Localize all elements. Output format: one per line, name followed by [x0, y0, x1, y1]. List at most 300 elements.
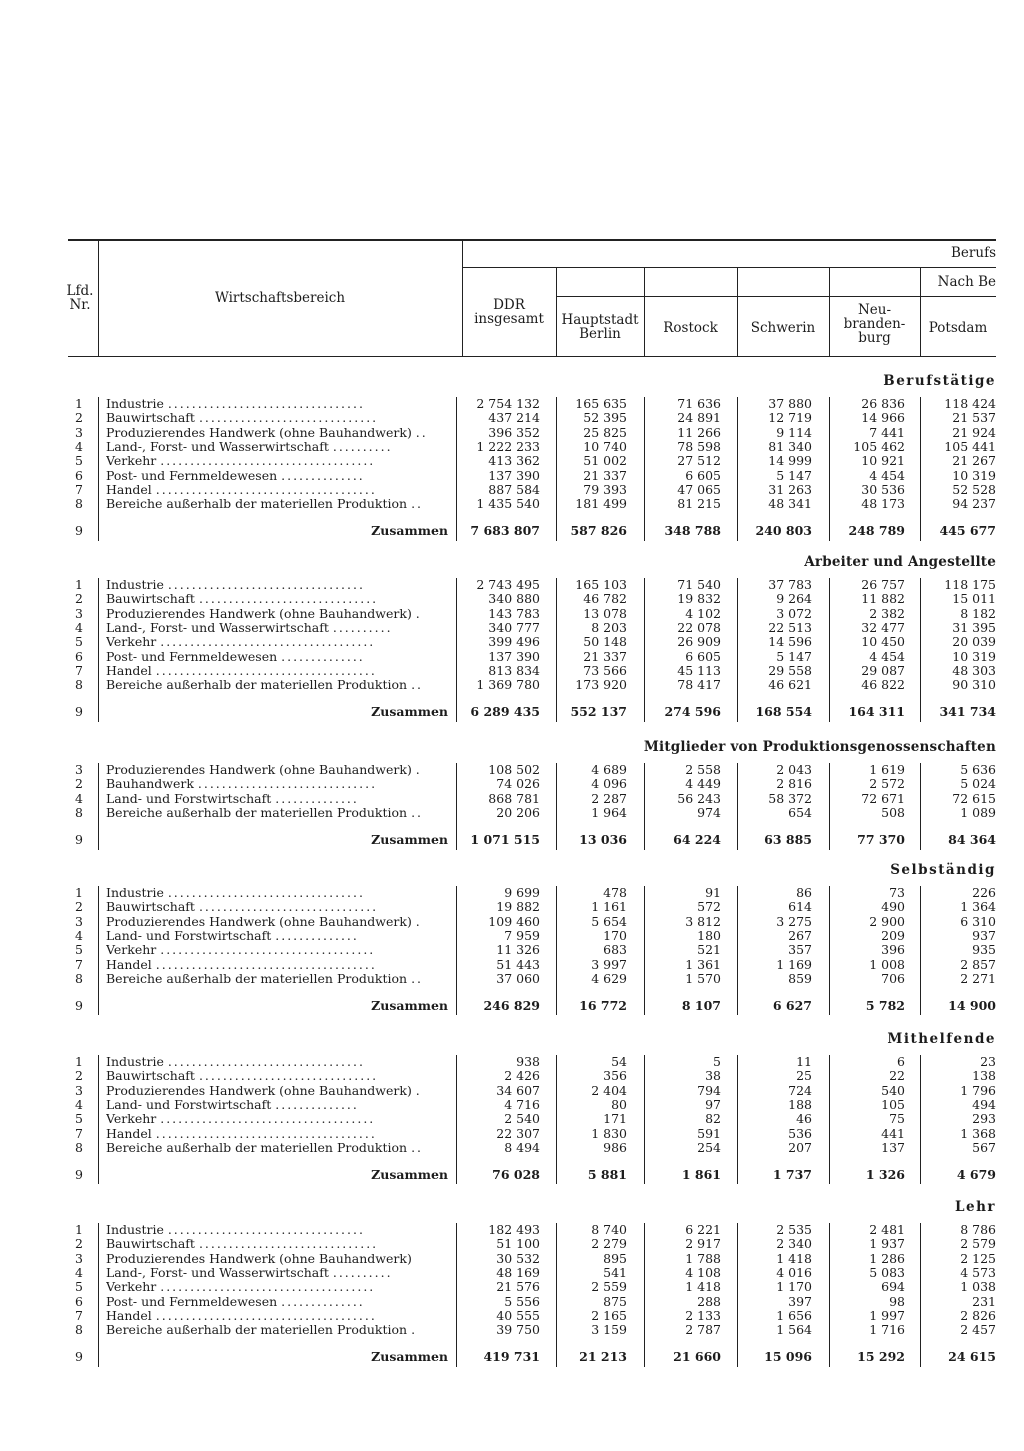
- value-cell: 935: [972, 942, 996, 958]
- row-number: 3: [75, 605, 83, 621]
- total-value-cell: 15 096: [764, 1349, 812, 1365]
- value-cell: 1 361: [685, 956, 721, 972]
- value-cell: 895: [603, 1250, 627, 1266]
- row-label: [106, 1252, 448, 1266]
- leader-dots: ..............: [281, 1294, 365, 1309]
- leader-dots: ..............................: [197, 777, 378, 792]
- value-cell: 5 024: [960, 776, 996, 792]
- leader-dots: ..........: [332, 620, 393, 635]
- value-cell: 32 477: [861, 619, 905, 635]
- row-label: [106, 1295, 448, 1309]
- value-cell: 813 834: [488, 662, 540, 678]
- value-cell: 10 740: [583, 438, 627, 454]
- section-vline-ddr: [456, 886, 457, 1015]
- value-cell: 2 287: [591, 790, 627, 806]
- row-label: [106, 635, 448, 649]
- value-cell: 137: [881, 1139, 905, 1155]
- row-label: [106, 483, 448, 497]
- section-vline-col-3: [829, 1223, 830, 1367]
- leader-dots: .: [415, 914, 422, 929]
- total-row-number: 9: [75, 704, 83, 720]
- value-cell: 118 175: [944, 577, 996, 592]
- value-cell: 182 493: [488, 1222, 540, 1237]
- total-value-cell: 77 370: [857, 832, 905, 848]
- value-cell: 357: [788, 942, 812, 958]
- total-value-cell: 1 861: [681, 1167, 721, 1183]
- header-vline-nr: [98, 239, 99, 356]
- value-cell: 10 319: [952, 467, 996, 483]
- leader-dots: ..............................: [198, 900, 379, 915]
- leader-dots: .................................: [167, 1055, 365, 1069]
- row-number: 7: [75, 1307, 83, 1323]
- value-cell: 137 390: [488, 648, 540, 664]
- value-cell: 52 395: [583, 410, 627, 426]
- leader-dots: .................................: [167, 397, 365, 411]
- value-cell: 48 341: [768, 496, 812, 512]
- value-cell: 1 997: [869, 1307, 905, 1323]
- leader-dots: ..........: [332, 439, 393, 454]
- value-cell: 4 096: [591, 776, 627, 792]
- value-cell: 5 147: [776, 467, 812, 483]
- row-label: [106, 454, 448, 468]
- row-label: [106, 426, 448, 440]
- row-number: 4: [75, 619, 83, 635]
- value-cell: 20 206: [496, 804, 540, 820]
- value-cell: 5 654: [591, 913, 627, 929]
- value-cell: 1 089: [960, 804, 996, 820]
- section-vline-col-1: [644, 1223, 645, 1367]
- section-vline-col-4: [920, 886, 921, 1015]
- value-cell: 2 754 132: [476, 396, 540, 411]
- row-label: [106, 792, 448, 806]
- value-cell: 3 812: [685, 913, 721, 929]
- row-label: [106, 650, 448, 664]
- value-cell: 21 337: [583, 467, 627, 483]
- row-label: [106, 592, 448, 606]
- value-cell: 34 607: [496, 1082, 540, 1098]
- row-label: [106, 497, 448, 511]
- section-title: Arbeiter und Angestellte: [804, 554, 996, 570]
- row-number: 4: [75, 927, 83, 943]
- row-label: [106, 1069, 448, 1083]
- row-label-text: Verkehr: [106, 454, 161, 469]
- value-cell: 1 830: [591, 1125, 627, 1141]
- value-cell: 4 716: [504, 1096, 540, 1112]
- section-vline-col-0: [556, 578, 557, 722]
- row-number: 2: [75, 1236, 83, 1252]
- row-label: [106, 1084, 448, 1098]
- value-cell: 3 072: [776, 605, 812, 621]
- leader-dots: .: [415, 763, 422, 777]
- header-berufs-rule: [462, 267, 996, 268]
- value-cell: 706: [881, 970, 905, 986]
- total-value-cell: 552 137: [570, 704, 627, 720]
- header-lfd-nr: Lfd. Nr.: [66, 283, 94, 313]
- row-label-text: Produzierendes Handwerk (ohne Bauhandwerk): [106, 425, 416, 440]
- value-cell: 490: [881, 899, 905, 915]
- value-cell: 4 108: [685, 1264, 721, 1280]
- value-cell: 15 011: [952, 591, 996, 607]
- value-cell: 724: [788, 1082, 812, 1098]
- value-cell: 105 462: [853, 438, 905, 454]
- total-value-cell: 1 071 515: [470, 832, 540, 848]
- row-number: 1: [75, 396, 83, 411]
- value-cell: 143 783: [488, 605, 540, 621]
- total-value-cell: 21 213: [579, 1349, 627, 1365]
- row-number: 2: [75, 410, 83, 426]
- row-label-text: Verkehr: [106, 1280, 161, 1295]
- total-value-cell: 240 803: [755, 523, 812, 539]
- leader-dots: ....................................: [160, 454, 376, 469]
- value-cell: 572: [697, 899, 721, 915]
- leader-dots: .................................: [167, 886, 365, 900]
- value-cell: 4 016: [776, 1264, 812, 1280]
- row-label-text: Post- und Fernmeldewesen: [106, 1294, 282, 1309]
- row-label: [106, 915, 448, 929]
- total-value-cell: 13 036: [579, 832, 627, 848]
- row-number: 5: [75, 453, 83, 469]
- value-cell: 26 909: [677, 634, 721, 650]
- row-label-text: Handel: [106, 482, 156, 497]
- row-label: [106, 1237, 448, 1251]
- value-cell: 293: [972, 1111, 996, 1127]
- value-cell: 11 266: [677, 424, 721, 440]
- row-label-text: Industrie: [106, 1223, 168, 1237]
- header-vline-col-1: [644, 268, 645, 356]
- row-label-text: Verkehr: [106, 1112, 161, 1127]
- value-cell: 37 060: [496, 970, 540, 986]
- row-label: [106, 469, 448, 483]
- value-cell: 173 920: [575, 677, 627, 693]
- leader-dots: ....................................: [160, 1280, 376, 1295]
- row-label-text: Bereiche außerhalb der materiellen Produktion: [106, 971, 412, 986]
- value-cell: 2 382: [869, 605, 905, 621]
- section-vline-col-4: [920, 397, 921, 541]
- value-cell: 3 997: [591, 956, 627, 972]
- leader-dots: .................................: [167, 1223, 365, 1237]
- total-value-cell: 15 292: [857, 1349, 905, 1365]
- value-cell: 73: [889, 885, 905, 900]
- row-number: 1: [75, 1222, 83, 1237]
- row-label-text: Produzierendes Handwerk (ohne Bauhandwerk): [106, 1083, 416, 1098]
- value-cell: 413 362: [488, 453, 540, 469]
- value-cell: 75: [889, 1111, 905, 1127]
- leader-dots: ..............: [281, 649, 365, 664]
- leader-dots: .: [415, 606, 422, 621]
- value-cell: 2 579: [960, 1236, 996, 1252]
- value-cell: 887 584: [488, 481, 540, 497]
- value-cell: 165 635: [575, 396, 627, 411]
- row-label-text: Produzierendes Handwerk (ohne Bauhandwerk): [106, 606, 416, 621]
- value-cell: 683: [603, 942, 627, 958]
- value-cell: 5 083: [869, 1264, 905, 1280]
- section-vline-ddr: [456, 1223, 457, 1367]
- value-cell: 4 629: [591, 970, 627, 986]
- value-cell: 6 310: [960, 913, 996, 929]
- total-value-cell: 419 731: [483, 1349, 540, 1365]
- value-cell: 4 573: [960, 1264, 996, 1280]
- leader-dots: ..............................: [198, 1069, 379, 1084]
- value-cell: 1 369 780: [476, 677, 540, 693]
- total-row-label: Zusammen: [371, 1350, 448, 1365]
- row-label-text: Bauwirtschaft: [106, 900, 199, 915]
- header-col-5: Potsdam: [928, 320, 988, 336]
- value-cell: 73 566: [583, 662, 627, 678]
- value-cell: 25 825: [583, 424, 627, 440]
- row-number: 6: [75, 648, 83, 664]
- value-cell: 5 147: [776, 648, 812, 664]
- total-value-cell: 341 734: [939, 704, 996, 720]
- row-label: [106, 607, 448, 621]
- value-cell: 2 857: [960, 956, 996, 972]
- value-cell: 71 540: [677, 577, 721, 592]
- total-value-cell: 168 554: [755, 704, 812, 720]
- value-cell: 2 043: [776, 762, 812, 777]
- value-cell: 2 457: [960, 1322, 996, 1338]
- value-cell: 78 598: [677, 438, 721, 454]
- header-col-0: DDR insgesamt: [474, 297, 544, 327]
- section-vline-col-3: [829, 763, 830, 850]
- row-number: 5: [75, 942, 83, 958]
- section-title: Selbständig: [890, 862, 996, 878]
- value-cell: 478: [603, 885, 627, 900]
- row-label-text: Industrie: [106, 886, 168, 900]
- row-number: 2: [75, 899, 83, 915]
- value-cell: 8 182: [960, 605, 996, 621]
- value-cell: 90 310: [952, 677, 996, 693]
- section-vline-col-2: [737, 1055, 738, 1184]
- leader-dots: ..........: [332, 1265, 393, 1280]
- row-label: [106, 1309, 448, 1323]
- value-cell: 1 788: [685, 1250, 721, 1266]
- value-cell: 654: [788, 804, 812, 820]
- leader-dots: .................................: [167, 578, 365, 592]
- value-cell: 14 999: [768, 453, 812, 469]
- value-cell: 22 307: [496, 1125, 540, 1141]
- row-label-text: Post- und Fernmeldewesen: [106, 468, 282, 483]
- row-label: [106, 958, 448, 972]
- row-number: 3: [75, 424, 83, 440]
- total-value-cell: 1 737: [772, 1167, 812, 1183]
- value-cell: 20 039: [952, 634, 996, 650]
- row-label-text: Bauwirtschaft: [106, 411, 199, 426]
- value-cell: 97: [705, 1096, 721, 1112]
- value-cell: 48 303: [952, 662, 996, 678]
- value-cell: 536: [788, 1125, 812, 1141]
- value-cell: 2 540: [504, 1111, 540, 1127]
- value-cell: 397: [788, 1293, 812, 1309]
- total-row-label: Zusammen: [371, 524, 448, 539]
- value-cell: 399 496: [488, 634, 540, 650]
- total-row-number: 9: [75, 523, 83, 539]
- value-cell: 396: [881, 942, 905, 958]
- value-cell: 2 279: [591, 1236, 627, 1252]
- value-cell: 6 605: [685, 648, 721, 664]
- value-cell: 2 572: [869, 776, 905, 792]
- value-cell: 591: [697, 1125, 721, 1141]
- section-vline-col-4: [920, 578, 921, 722]
- row-label-text: Produzierendes Handwerk (ohne Bauhandwerk): [106, 914, 416, 929]
- value-cell: 974: [697, 804, 721, 820]
- row-number: 8: [75, 1139, 83, 1155]
- value-cell: 29 087: [861, 662, 905, 678]
- value-cell: 4 689: [591, 762, 627, 777]
- total-value-cell: 274 596: [664, 704, 721, 720]
- leader-dots: ....................................: [160, 635, 376, 650]
- value-cell: 46 621: [768, 677, 812, 693]
- value-cell: 22 078: [677, 619, 721, 635]
- value-cell: 254: [697, 1139, 721, 1155]
- value-cell: 1 964: [591, 804, 627, 820]
- row-label: [106, 763, 448, 777]
- value-cell: 4 449: [685, 776, 721, 792]
- value-cell: 79 393: [583, 481, 627, 497]
- row-number: 4: [75, 1264, 83, 1280]
- row-label-text: Verkehr: [106, 943, 161, 958]
- row-number: 4: [75, 1096, 83, 1112]
- value-cell: 356: [603, 1068, 627, 1084]
- section-vline-col-0: [556, 1055, 557, 1184]
- row-label: [106, 1098, 448, 1112]
- value-cell: 48 169: [496, 1264, 540, 1280]
- value-cell: 540: [881, 1082, 905, 1098]
- row-label: [106, 1127, 448, 1141]
- row-label: [106, 943, 448, 957]
- value-cell: 181 499: [575, 496, 627, 512]
- value-cell: 1 364: [960, 899, 996, 915]
- value-cell: 5 556: [504, 1293, 540, 1309]
- value-cell: 494: [972, 1096, 996, 1112]
- value-cell: 1 716: [869, 1322, 905, 1338]
- section-vline-col-3: [829, 578, 830, 722]
- row-number: 1: [75, 1054, 83, 1069]
- total-row-number: 9: [75, 1167, 83, 1183]
- row-number: 4: [75, 438, 83, 454]
- value-cell: 1 368: [960, 1125, 996, 1141]
- total-value-cell: 24 615: [948, 1349, 996, 1365]
- row-label: [106, 440, 448, 454]
- value-cell: 2 165: [591, 1307, 627, 1323]
- value-cell: 26 836: [861, 396, 905, 411]
- total-value-cell: 6 289 435: [470, 704, 540, 720]
- row-number: 2: [75, 591, 83, 607]
- leader-dots: ....................................: [160, 943, 376, 958]
- section-vline-col-1: [644, 397, 645, 541]
- value-cell: 441: [881, 1125, 905, 1141]
- value-cell: 9 114: [776, 424, 812, 440]
- section-vline-nr: [98, 763, 99, 850]
- total-row-label: Zusammen: [371, 1168, 448, 1183]
- row-label-text: Industrie: [106, 397, 168, 411]
- total-value-cell: 84 364: [948, 832, 996, 848]
- section-title: Mitglieder von Produktionsgenossenschaften: [643, 739, 996, 755]
- value-cell: 39 750: [496, 1322, 540, 1338]
- value-cell: 74 026: [496, 776, 540, 792]
- row-label-text: Bereiche außerhalb der materiellen Produktion: [106, 1140, 412, 1155]
- value-cell: 108 502: [488, 762, 540, 777]
- section-vline-ddr: [456, 763, 457, 850]
- value-cell: 138: [972, 1068, 996, 1084]
- row-label: [106, 411, 448, 425]
- value-cell: 8 203: [591, 619, 627, 635]
- value-cell: 109 460: [488, 913, 540, 929]
- total-value-cell: 246 829: [483, 998, 540, 1014]
- value-cell: 2 826: [960, 1307, 996, 1323]
- row-label: [106, 664, 448, 678]
- value-cell: 868 781: [488, 790, 540, 806]
- total-value-cell: 248 789: [848, 523, 905, 539]
- row-number: 3: [75, 1250, 83, 1266]
- row-label-text: Land- und Forstwirtschaft: [106, 928, 276, 943]
- row-label-text: Verkehr: [106, 635, 161, 650]
- row-label-text: Post- und Fernmeldewesen: [106, 649, 282, 664]
- row-label-text: Land-, Forst- und Wasserwirtschaft: [106, 439, 333, 454]
- total-value-cell: 4 679: [956, 1167, 996, 1183]
- section-vline-nr: [98, 1223, 99, 1367]
- row-label-text: Bereiche außerhalb der materiellen Produktion: [106, 805, 412, 820]
- value-cell: 794: [697, 1082, 721, 1098]
- value-cell: 29 558: [768, 662, 812, 678]
- row-number: 8: [75, 804, 83, 820]
- value-cell: 45 113: [677, 662, 721, 678]
- value-cell: 11: [796, 1054, 812, 1069]
- row-number: 7: [75, 662, 83, 678]
- value-cell: 51 002: [583, 453, 627, 469]
- leader-dots: ..: [415, 425, 428, 440]
- value-cell: 937: [972, 927, 996, 943]
- header-vline-col-0: [556, 268, 557, 356]
- row-label: [106, 1280, 448, 1294]
- value-cell: 37 783: [768, 577, 812, 592]
- row-label: [106, 900, 448, 914]
- row-label: [106, 1323, 448, 1337]
- leader-dots: ..............................: [198, 592, 379, 607]
- row-number: 5: [75, 1111, 83, 1127]
- leader-dots: ..............: [275, 791, 359, 806]
- value-cell: 541: [603, 1264, 627, 1280]
- header-col-1: Hauptstadt Berlin: [561, 312, 639, 342]
- leader-dots: ....................................: [160, 1112, 376, 1127]
- value-cell: 30 532: [496, 1250, 540, 1266]
- row-label-text: Handel: [106, 957, 156, 972]
- row-label: [106, 929, 448, 943]
- section-vline-ddr: [456, 578, 457, 722]
- value-cell: 231: [972, 1293, 996, 1309]
- row-number: 6: [75, 467, 83, 483]
- value-cell: 396 352: [488, 424, 540, 440]
- value-cell: 188: [788, 1096, 812, 1112]
- value-cell: 27 512: [677, 453, 721, 469]
- row-label: [106, 806, 448, 820]
- row-number: 1: [75, 577, 83, 592]
- section-vline-col-1: [644, 578, 645, 722]
- total-value-cell: 63 885: [764, 832, 812, 848]
- value-cell: 78 417: [677, 677, 721, 693]
- row-label-text: Handel: [106, 1126, 156, 1141]
- value-cell: 71 636: [677, 396, 721, 411]
- value-cell: 46 822: [861, 677, 905, 693]
- header-nachbe-rule: [556, 296, 996, 297]
- row-label: [106, 1266, 448, 1280]
- value-cell: 47 065: [677, 481, 721, 497]
- value-cell: 22 513: [768, 619, 812, 635]
- value-cell: 81 215: [677, 496, 721, 512]
- section-vline-col-3: [829, 886, 830, 1015]
- value-cell: 2 559: [591, 1279, 627, 1295]
- total-value-cell: 5 881: [587, 1167, 627, 1183]
- leader-dots: .....................................: [155, 1308, 377, 1323]
- value-cell: 37 880: [768, 396, 812, 411]
